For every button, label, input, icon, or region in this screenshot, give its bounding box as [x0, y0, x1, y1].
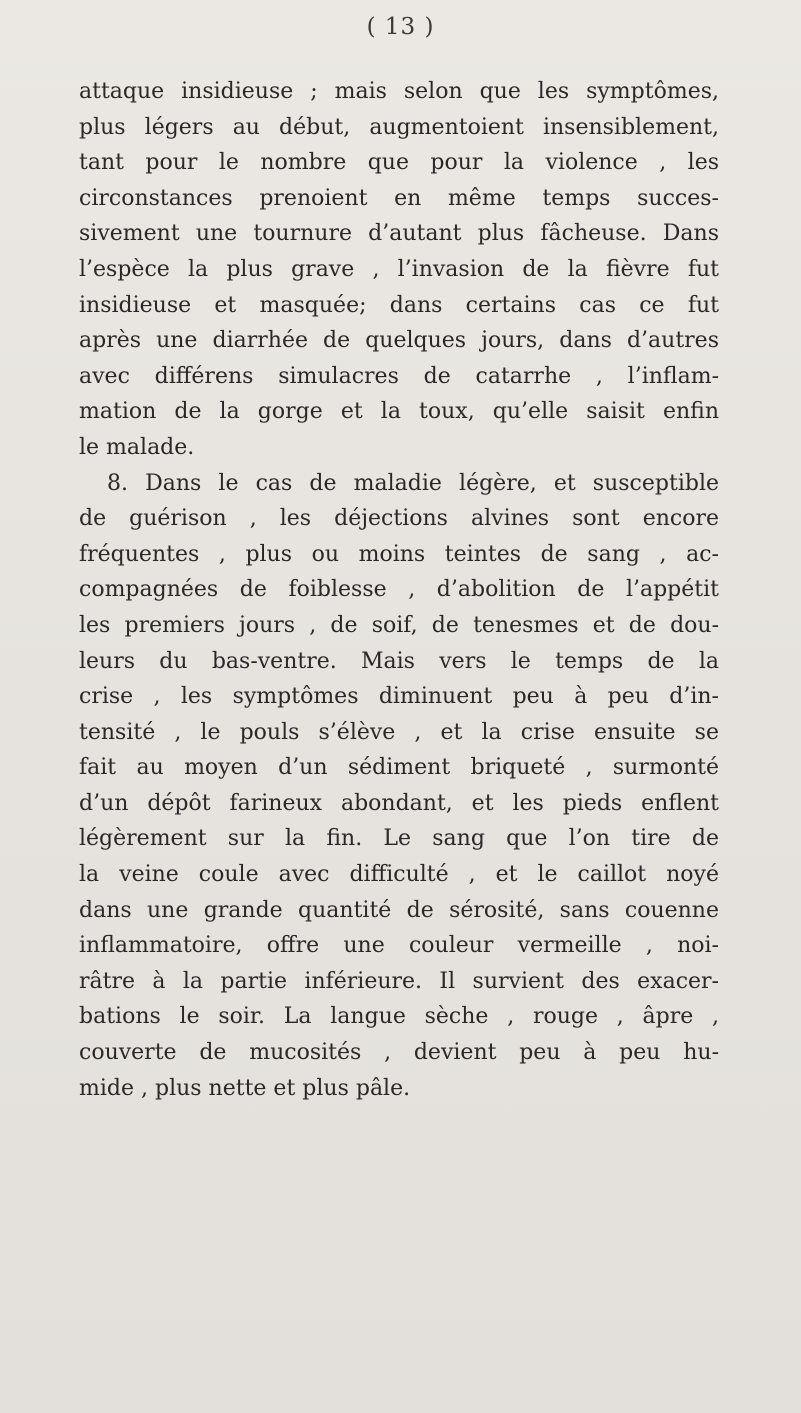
text-line: leurs du bas-ventre. Mais vers le temps de la: [79, 648, 719, 674]
page-number: ( 13 ): [366, 14, 435, 40]
body-text: [79, 74, 719, 1106]
text-line: d’un dépôt farineux abondant, et les pieds enflent: [79, 790, 719, 816]
text-line: couverte de mucosités , devient peu à peu hu-: [79, 1040, 719, 1066]
text-line: râtre à la partie inférieure. Il survient des exacer-: [79, 968, 719, 994]
text-line: légèrement sur la fin. Le sang que l’on tire de: [79, 826, 719, 852]
text-line: l’espèce la plus grave , l’invasion de la fièvre fut: [79, 256, 719, 282]
text-line: inflammatoire, offre une couleur vermeille , noi-: [79, 933, 719, 959]
text-line: circonstances prenoient en même temps succes-: [79, 185, 719, 211]
text-line: fait au moyen d’un sédiment briqueté , surmonté: [79, 755, 719, 781]
paragraph-start: 8. Dans le cas de maladie légère, et susceptible: [107, 470, 719, 496]
text-line: de guérison , les déjections alvines sont encore: [79, 506, 719, 532]
text-line: mide , plus nette et plus pâle.: [79, 1075, 411, 1101]
text-line: après une diarrhée de quelques jours, dans d’autres: [79, 328, 719, 354]
text-line: sivement une tournure d’autant plus fâcheuse. Dans: [79, 221, 719, 247]
text-line: plus légers au début, augmentoient insensiblement,: [79, 114, 719, 140]
text-line: mation de la gorge et la toux, qu’elle saisit enfin: [79, 399, 719, 425]
text-line: la veine coule avec difficulté , et le caillot noyé: [79, 862, 719, 888]
text-line: tant pour le nombre que pour la violence , les: [79, 150, 719, 176]
text-line: fréquentes , plus ou moins teintes de sang , ac-: [79, 541, 719, 567]
text-line: tensité , le pouls s’élève , et la crise ensuite se: [79, 719, 719, 745]
text-line: attaque insidieuse ; mais selon que les symptômes,: [79, 79, 719, 104]
text-line: avec différens simulacres de catarrhe , l’inflam-: [79, 363, 719, 389]
text-line: dans une grande quantité de sérosité, sans couenne: [79, 897, 719, 923]
text-line: le malade.: [79, 434, 195, 460]
text-line: les premiers jours , de soif, de tenesmes et de dou-: [79, 612, 719, 638]
text-line: compagnées de foiblesse , d’abolition de l’appétit: [79, 577, 719, 603]
text-line: insidieuse et masquée; dans certains cas ce fut: [79, 292, 719, 318]
text-line: bations le soir. La langue sèche , rouge , âpre ,: [79, 1004, 719, 1030]
text-line: crise , les symptômes diminuent peu à peu d’in-: [79, 684, 719, 710]
